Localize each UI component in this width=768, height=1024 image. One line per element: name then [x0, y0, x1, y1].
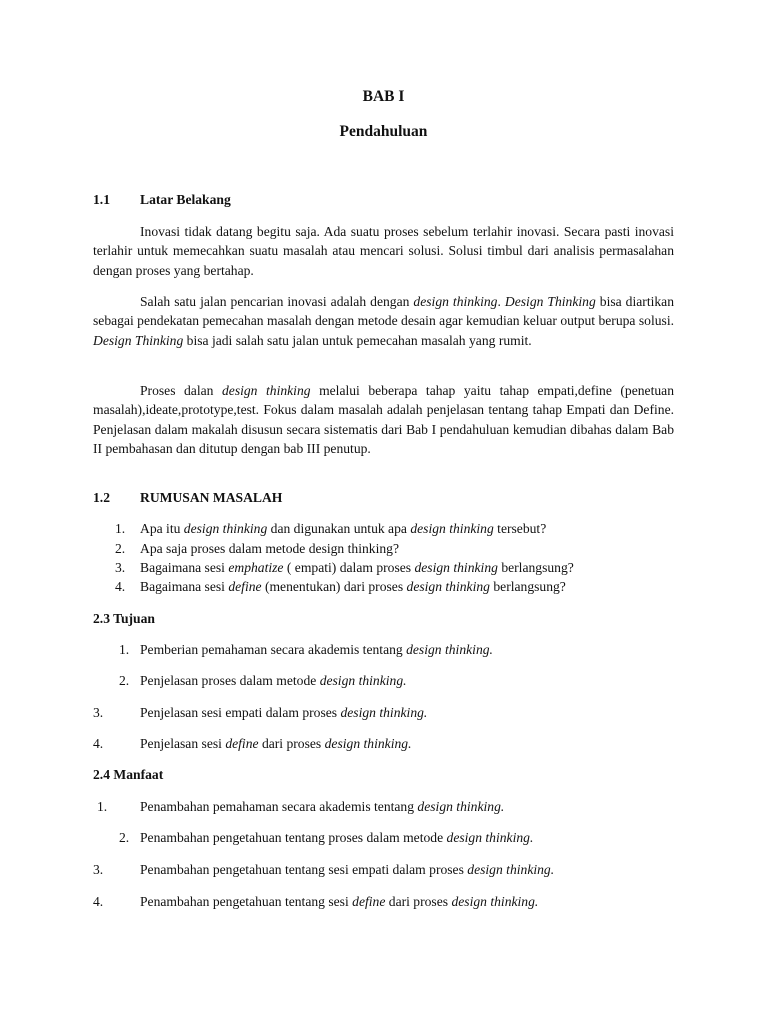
chapter-title: BAB I	[362, 88, 405, 105]
list-item	[119, 830, 534, 846]
section-heading-latar-belakang	[93, 192, 231, 208]
text-run: Penambahan pengetahuan tentang proses dalam metode	[140, 830, 447, 845]
list-number: 4.	[93, 894, 104, 909]
text-run: Salah satu jalan pencarian inovasi adalah dengan	[140, 294, 414, 309]
text-run: ( empati) dalam proses	[283, 560, 415, 575]
text-run: Proses dalan	[140, 383, 222, 398]
italic-text-run: design thinking.	[324, 736, 412, 751]
list-item	[93, 736, 412, 752]
italic-text-run: design thinking	[183, 521, 268, 536]
list-number: 1.	[119, 642, 130, 657]
list-number: 3.	[115, 560, 126, 575]
italic-text-run: Design Thinking	[504, 294, 596, 309]
text-run: dari proses	[258, 736, 325, 751]
list-number: 3.	[93, 862, 104, 877]
text-run: Pemberian pemahaman secara akademis tentang	[140, 642, 407, 657]
italic-text-run: design thinking	[406, 579, 490, 594]
text-run: Penambahan pengetahuan tentang sesi	[140, 894, 353, 909]
list-number: 3.	[93, 705, 104, 720]
list-item	[93, 862, 555, 878]
italic-text-run: design thinking	[413, 294, 498, 309]
paragraph-1	[93, 222, 674, 280]
list-item	[97, 799, 505, 815]
list-number: 4.	[93, 736, 104, 751]
text-run: melalui beberapa tahap yaitu tahap empati,define (penetuan masalah),ideate,prototype,test. Fokus dalam masalah adalah penjelasan tentang tahap Empati dan Define. Penjelasan dalam makalah disusun secara sistematis dari Bab I pendahuluan kemudian dibahas dalam Bab II pembahasan dan ditutup dengan bab III penutup.	[93, 383, 674, 456]
text-run: Penambahan pemahaman secara akademis tentang	[140, 799, 418, 814]
text-run: Inovasi tidak datang begitu saja. Ada suatu proses sebelum terlahir inovasi. Secara pasti inovasi terlahir untuk memecahkan suatu masalah atau mencari solusi. Solusi timbul dari analisis permasalahan dengan proses yang bertahap.	[93, 224, 674, 278]
text-run: dan digunakan untuk apa	[267, 521, 411, 536]
chapter-subtitle: Pendahuluan	[339, 123, 428, 140]
italic-text-run: design thinking.	[417, 799, 505, 814]
italic-text-run: design thinking.	[340, 705, 428, 720]
list-item	[119, 642, 493, 658]
italic-text-run: design thinking.	[451, 894, 539, 909]
italic-text-run: design thinking	[410, 521, 494, 536]
text-run: Apa itu	[140, 521, 184, 536]
italic-text-run: design thinking	[414, 560, 498, 575]
text-run: Bagaimana sesi	[140, 579, 229, 594]
text-run: (menentukan) dari proses	[261, 579, 407, 594]
text-run: Penjelasan sesi empati dalam proses	[140, 705, 341, 720]
text-run: .	[497, 294, 505, 309]
list-number: 1.	[97, 799, 108, 814]
text-run: berlangsung?	[489, 579, 566, 594]
italic-text-run: design thinking.	[406, 642, 493, 657]
italic-text-run: define	[228, 579, 262, 594]
list-item	[115, 579, 566, 595]
paragraph-2	[93, 292, 674, 350]
text-run: Apa saja proses dalam metode design thinking?	[140, 541, 399, 556]
italic-text-run: design thinking.	[319, 673, 407, 688]
italic-text-run: design thinking.	[446, 830, 534, 845]
section-title: Latar Belakang	[140, 192, 231, 207]
list-item	[93, 705, 428, 721]
italic-text-run: design thinking.	[467, 862, 555, 877]
list-item	[115, 521, 547, 537]
section-heading-tujuan: 2.3 Tujuan	[93, 611, 155, 626]
text-run: Bagaimana sesi	[140, 560, 229, 575]
list-item	[119, 673, 407, 689]
text-run: berlangsung?	[497, 560, 574, 575]
italic-text-run: define	[225, 736, 259, 751]
section-title: RUMUSAN MASALAH	[140, 490, 283, 505]
list-number: 2.	[115, 541, 126, 556]
text-run: tersebut?	[493, 521, 547, 536]
italic-text-run: define	[352, 894, 386, 909]
list-item	[93, 894, 539, 910]
section-number: 1.2	[93, 490, 110, 505]
text-run: bisa jadi salah satu jalan untuk pemecahan masalah yang rumit.	[183, 332, 532, 348]
section-number: 1.1	[93, 192, 110, 207]
paragraph-3	[93, 381, 674, 458]
italic-text-run: design thinking	[221, 383, 311, 398]
list-item	[115, 560, 574, 576]
text-run: dari proses	[385, 894, 452, 909]
text-run: Penjelasan proses dalam metode	[140, 673, 320, 688]
italic-text-run: Design Thinking	[93, 332, 184, 348]
list-number: 4.	[115, 579, 126, 594]
list-item	[115, 541, 399, 557]
list-number: 2.	[119, 830, 130, 845]
text-run: Penjelasan sesi	[140, 736, 226, 751]
list-number: 2.	[119, 673, 130, 688]
list-number: 1.	[115, 521, 126, 536]
text-run: Penambahan pengetahuan tentang sesi empati dalam proses	[140, 862, 468, 877]
section-heading-manfaat: 2.4 Manfaat	[93, 767, 164, 782]
text-run: bisa diartikan sebagai pendekatan pemecahan masalah dengan metode desain agar kemudian keluar output berupa solusi.	[93, 294, 674, 329]
section-heading-rumusan-masalah	[93, 490, 282, 506]
italic-text-run: emphatize	[228, 560, 284, 575]
